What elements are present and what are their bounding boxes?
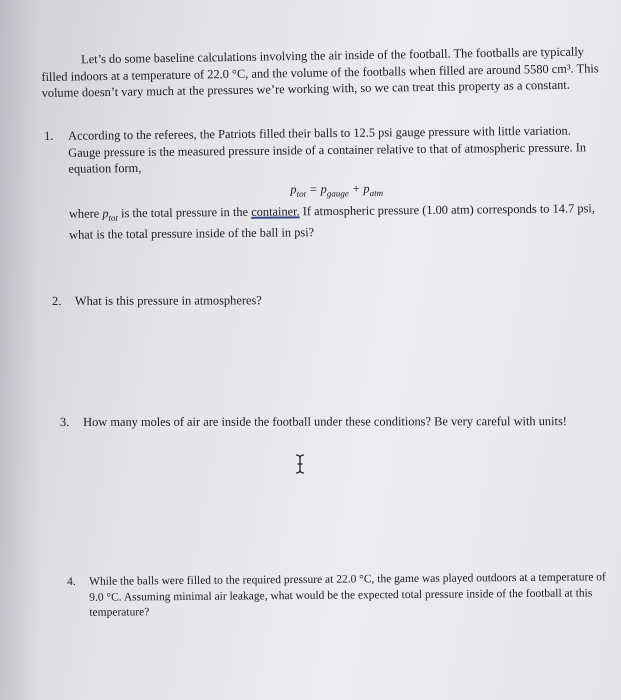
- eq-term2: p: [363, 181, 370, 196]
- question-4-number: 4.: [67, 575, 76, 588]
- eq-plus: +: [348, 181, 364, 196]
- where-var-sub: tot: [108, 213, 119, 224]
- question-2: [52, 291, 552, 309]
- eq-term1: p: [320, 181, 327, 196]
- intro-text: Let’s do some baseline calculations involving the air inside of the football. The footballs are typically filled indoors at a temperature of 22.0 °C, and the volume of the footballs when filled are around 5580 cm³. This volume doesn’t vary much at the pressures we’re working with, so we can treat this property as a constant.: [41, 44, 599, 100]
- where-underlined-word: container.: [251, 204, 300, 220]
- eq-lhs-sub: tot: [296, 188, 307, 199]
- where-var: p: [102, 206, 109, 221]
- eq-equals: =: [305, 181, 321, 196]
- eq-lhs: p: [290, 181, 297, 196]
- question-1-text: According to the referees, the Patriots filled their balls to 12.5 psi gauge pressure with little variation. Gauge pressure is the measured pressure inside of a container relative to that of atmospheric pressure. In equation form,: [68, 123, 587, 176]
- question-4: [67, 570, 607, 621]
- question-1-number: 1.: [44, 128, 54, 143]
- question-1-where: [69, 201, 605, 244]
- where-mid: is the total pressure in the: [117, 205, 252, 221]
- question-2-number: 2.: [52, 293, 62, 308]
- question-3-number: 3.: [60, 414, 70, 429]
- page-shadow: [0, 0, 40, 700]
- question-2-text: What is this pressure in atmospheres?: [74, 293, 262, 308]
- question-3: [60, 413, 600, 430]
- question-4-text: While the balls were filled to the required pressure at 22.0 °C, the game was played outdoors at a temperature of 9.0 °C. Assuming minimal air leakage, what would be the expected total pressure inside of the football at this temperature?: [89, 571, 606, 619]
- intro-paragraph: [41, 43, 610, 101]
- question-1: [44, 122, 605, 244]
- pressure-equation: [69, 178, 605, 205]
- where-rest: If atmospheric pressure (1.00 atm) corresponds to 14.7 psi, what is the total pressure inside of the ball in psi?: [69, 201, 595, 243]
- where-prefix: where: [68, 206, 103, 222]
- eq-term2-sub: atm: [369, 187, 384, 198]
- text-cursor-icon: [293, 453, 307, 475]
- question-3-text: How many moles of air are inside the football under these conditions? Be very careful with units!: [83, 414, 567, 429]
- eq-term1-sub: gauge: [326, 187, 349, 199]
